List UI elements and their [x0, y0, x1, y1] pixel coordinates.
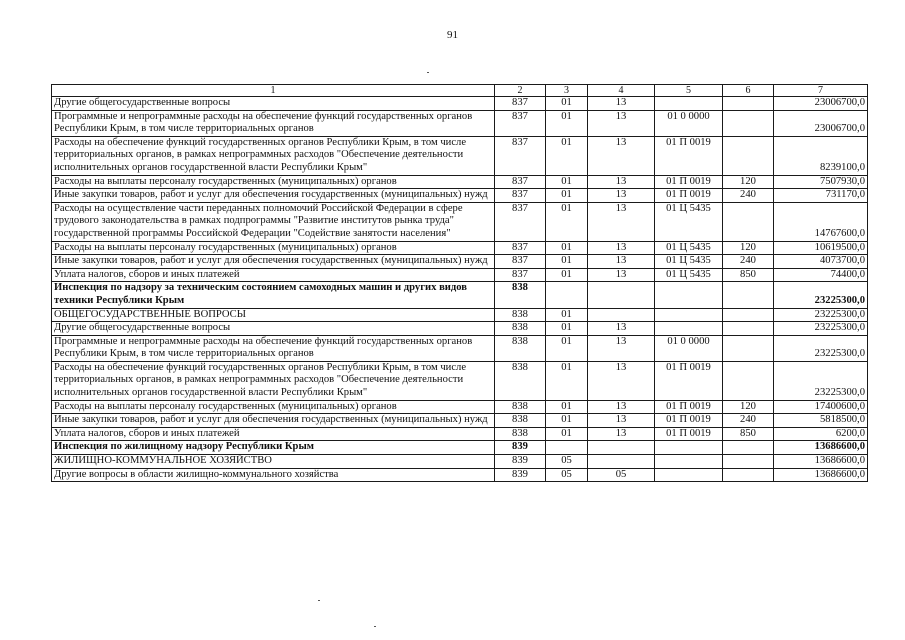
row-kind-cell	[723, 322, 774, 336]
row-section-cell: 01	[546, 110, 588, 136]
table-row	[52, 189, 868, 203]
row-name-cell: Расходы на обеспечение функций государственных органов Республики Крым, в том числе территориальных органов, в рамках непрограммных расходов "Обеспечение деятельности исполнительных органов государственной власти Республики Крым"	[52, 361, 495, 400]
row-sum-cell: 23225300,0	[774, 361, 868, 400]
table-row	[52, 97, 868, 111]
row-target-cell	[655, 322, 723, 336]
row-kind-cell	[723, 308, 774, 322]
row-code-cell: 837	[495, 136, 546, 175]
row-section-cell	[546, 282, 588, 308]
row-sum-cell: 13686600,0	[774, 455, 868, 469]
row-section-cell: 01	[546, 255, 588, 269]
row-target-cell: 01 Ц 5435	[655, 255, 723, 269]
row-kind-cell	[723, 455, 774, 469]
row-code-cell: 838	[495, 414, 546, 428]
row-section-cell: 01	[546, 308, 588, 322]
row-code-cell: 839	[495, 441, 546, 455]
row-name-cell: Программные и непрограммные расходы на обеспечение функций государственных органов Республики Крым, в том числе территориальных органов	[52, 335, 495, 361]
row-subsection-cell: 13	[588, 268, 655, 282]
row-subsection-cell: 13	[588, 414, 655, 428]
row-subsection-cell: 13	[588, 110, 655, 136]
row-target-cell	[655, 468, 723, 482]
row-name-cell: Расходы на обеспечение функций государственных органов Республики Крым, в том числе территориальных органов, в рамках непрограммных расходов "Обеспечение деятельности исполнительных органов государственной власти Республики Крым"	[52, 136, 495, 175]
row-code-cell: 838	[495, 361, 546, 400]
row-subsection-cell: 05	[588, 468, 655, 482]
row-name-cell: Инспекция по надзору за техническим состоянием самоходных машин и других видов техники Республики Крым	[52, 282, 495, 308]
row-name-cell: Уплата налогов, сборов и иных платежей	[52, 427, 495, 441]
table-row	[52, 136, 868, 175]
row-subsection-cell: 13	[588, 241, 655, 255]
row-sum-cell: 23225300,0	[774, 335, 868, 361]
row-section-cell: 01	[546, 361, 588, 400]
column-number-name: 1	[52, 85, 495, 97]
row-kind-cell	[723, 202, 774, 241]
row-code-cell: 837	[495, 202, 546, 241]
row-code-cell: 838	[495, 400, 546, 414]
row-section-cell	[546, 441, 588, 455]
row-kind-cell: 240	[723, 189, 774, 203]
column-number-row	[52, 85, 868, 97]
page-number: 91	[447, 29, 458, 41]
row-sum-cell: 23225300,0	[774, 282, 868, 308]
table-row	[52, 468, 868, 482]
row-subsection-cell: 13	[588, 189, 655, 203]
row-target-cell	[655, 282, 723, 308]
table-body	[52, 85, 868, 482]
row-target-cell: 01 П 0019	[655, 427, 723, 441]
row-target-cell	[655, 308, 723, 322]
row-name-cell: Расходы на выплаты персоналу государственных (муниципальных) органов	[52, 175, 495, 189]
row-name-cell: Расходы на выплаты персоналу государственных (муниципальных) органов	[52, 241, 495, 255]
row-section-cell: 01	[546, 400, 588, 414]
table-row	[52, 361, 868, 400]
table-row	[52, 241, 868, 255]
row-subsection-cell: 13	[588, 175, 655, 189]
table-row	[52, 268, 868, 282]
row-subsection-cell: 13	[588, 136, 655, 175]
row-target-cell	[655, 455, 723, 469]
table-row	[52, 414, 868, 428]
table-row	[52, 427, 868, 441]
row-kind-cell	[723, 136, 774, 175]
row-sum-cell: 74400,0	[774, 268, 868, 282]
scan-speck	[318, 600, 320, 601]
row-section-cell: 01	[546, 414, 588, 428]
row-kind-cell	[723, 441, 774, 455]
row-subsection-cell: 13	[588, 322, 655, 336]
row-section-cell: 01	[546, 189, 588, 203]
row-target-cell: 01 П 0019	[655, 414, 723, 428]
row-target-cell	[655, 97, 723, 111]
row-sum-cell: 5818500,0	[774, 414, 868, 428]
column-number-subsection: 4	[588, 85, 655, 97]
row-kind-cell: 850	[723, 427, 774, 441]
row-sum-cell: 4073700,0	[774, 255, 868, 269]
table-row	[52, 175, 868, 189]
row-target-cell: 01 Ц 5435	[655, 268, 723, 282]
row-kind-cell	[723, 468, 774, 482]
column-number-sum: 7	[774, 85, 868, 97]
row-name-cell: Иные закупки товаров, работ и услуг для обеспечения государственных (муниципальных) нужд	[52, 189, 495, 203]
row-code-cell: 837	[495, 268, 546, 282]
column-number-code: 2	[495, 85, 546, 97]
row-target-cell: 01 П 0019	[655, 189, 723, 203]
row-target-cell: 01 0 0000	[655, 335, 723, 361]
table-row	[52, 322, 868, 336]
row-name-cell: Другие общегосударственные вопросы	[52, 97, 495, 111]
row-subsection-cell	[588, 441, 655, 455]
row-code-cell: 837	[495, 255, 546, 269]
row-section-cell: 01	[546, 268, 588, 282]
table-row	[52, 110, 868, 136]
row-kind-cell: 240	[723, 255, 774, 269]
row-sum-cell: 23225300,0	[774, 322, 868, 336]
row-sum-cell: 6200,0	[774, 427, 868, 441]
table-row	[52, 455, 868, 469]
row-name-cell: Другие вопросы в области жилищно-коммунального хозяйства	[52, 468, 495, 482]
row-kind-cell	[723, 335, 774, 361]
row-sum-cell: 23006700,0	[774, 97, 868, 111]
row-sum-cell: 13686600,0	[774, 468, 868, 482]
row-subsection-cell	[588, 455, 655, 469]
row-kind-cell	[723, 361, 774, 400]
row-code-cell: 838	[495, 322, 546, 336]
row-subsection-cell	[588, 308, 655, 322]
row-section-cell: 01	[546, 322, 588, 336]
row-section-cell: 01	[546, 202, 588, 241]
row-section-cell: 01	[546, 241, 588, 255]
row-kind-cell: 240	[723, 414, 774, 428]
row-kind-cell	[723, 110, 774, 136]
column-number-target: 5	[655, 85, 723, 97]
row-kind-cell: 120	[723, 241, 774, 255]
row-sum-cell: 7507930,0	[774, 175, 868, 189]
row-sum-cell: 13686600,0	[774, 441, 868, 455]
table-row	[52, 335, 868, 361]
row-sum-cell: 23225300,0	[774, 308, 868, 322]
budget-allocation-table	[51, 84, 868, 482]
table-row	[52, 441, 868, 455]
table-row	[52, 308, 868, 322]
row-kind-cell	[723, 282, 774, 308]
row-target-cell: 01 П 0019	[655, 136, 723, 175]
row-name-cell: Уплата налогов, сборов и иных платежей	[52, 268, 495, 282]
row-section-cell: 01	[546, 175, 588, 189]
column-number-kind: 6	[723, 85, 774, 97]
row-subsection-cell: 13	[588, 97, 655, 111]
row-kind-cell: 120	[723, 400, 774, 414]
row-sum-cell: 10619500,0	[774, 241, 868, 255]
row-code-cell: 837	[495, 110, 546, 136]
row-sum-cell: 8239100,0	[774, 136, 868, 175]
row-section-cell: 05	[546, 455, 588, 469]
row-subsection-cell: 13	[588, 202, 655, 241]
row-code-cell: 838	[495, 427, 546, 441]
row-code-cell: 837	[495, 175, 546, 189]
row-code-cell: 838	[495, 335, 546, 361]
row-code-cell: 837	[495, 241, 546, 255]
row-section-cell: 01	[546, 335, 588, 361]
row-target-cell: 01 П 0019	[655, 400, 723, 414]
row-name-cell: Инспекция по жилищному надзору Республики Крым	[52, 441, 495, 455]
row-code-cell: 838	[495, 308, 546, 322]
row-target-cell: 01 П 0019	[655, 361, 723, 400]
row-subsection-cell: 13	[588, 427, 655, 441]
row-kind-cell: 850	[723, 268, 774, 282]
row-name-cell: ОБЩЕГОСУДАРСТВЕННЫЕ ВОПРОСЫ	[52, 308, 495, 322]
row-code-cell: 837	[495, 189, 546, 203]
row-subsection-cell: 13	[588, 255, 655, 269]
row-name-cell: Другие общегосударственные вопросы	[52, 322, 495, 336]
table-row	[52, 255, 868, 269]
row-kind-cell: 120	[723, 175, 774, 189]
row-name-cell: Расходы на выплаты персоналу государственных (муниципальных) органов	[52, 400, 495, 414]
row-target-cell: 01 0 0000	[655, 110, 723, 136]
row-name-cell: Иные закупки товаров, работ и услуг для обеспечения государственных (муниципальных) нужд	[52, 255, 495, 269]
table-row	[52, 202, 868, 241]
row-sum-cell: 23006700,0	[774, 110, 868, 136]
row-code-cell: 839	[495, 468, 546, 482]
row-section-cell: 05	[546, 468, 588, 482]
row-name-cell: Расходы на осуществление части переданных полномочий Российской Федерации в сфере трудового законодательства в рамках подпрограммы "Развитие институтов рынка труда" государственной программы Российской Федерации "Содействие занятости населения"	[52, 202, 495, 241]
row-code-cell: 837	[495, 97, 546, 111]
table-row	[52, 400, 868, 414]
row-name-cell: Программные и непрограммные расходы на обеспечение функций государственных органов Республики Крым, в том числе территориальных органов	[52, 110, 495, 136]
row-name-cell: Иные закупки товаров, работ и услуг для обеспечения государственных (муниципальных) нужд	[52, 414, 495, 428]
row-section-cell: 01	[546, 427, 588, 441]
scan-speck	[374, 626, 376, 627]
row-sum-cell: 14767600,0	[774, 202, 868, 241]
row-subsection-cell: 13	[588, 335, 655, 361]
row-target-cell: 01 Ц 5435	[655, 241, 723, 255]
row-target-cell: 01 П 0019	[655, 175, 723, 189]
row-sum-cell: 731170,0	[774, 189, 868, 203]
row-name-cell: ЖИЛИЩНО-КОММУНАЛЬНОЕ ХОЗЯЙСТВО	[52, 455, 495, 469]
row-subsection-cell	[588, 282, 655, 308]
row-kind-cell	[723, 97, 774, 111]
row-section-cell: 01	[546, 136, 588, 175]
row-target-cell: 01 Ц 5435	[655, 202, 723, 241]
row-sum-cell: 17400600,0	[774, 400, 868, 414]
row-section-cell: 01	[546, 97, 588, 111]
table-row	[52, 282, 868, 308]
row-subsection-cell: 13	[588, 361, 655, 400]
row-target-cell	[655, 441, 723, 455]
column-number-section: 3	[546, 85, 588, 97]
scan-speck	[427, 72, 429, 73]
row-code-cell: 838	[495, 282, 546, 308]
row-code-cell: 839	[495, 455, 546, 469]
row-subsection-cell: 13	[588, 400, 655, 414]
